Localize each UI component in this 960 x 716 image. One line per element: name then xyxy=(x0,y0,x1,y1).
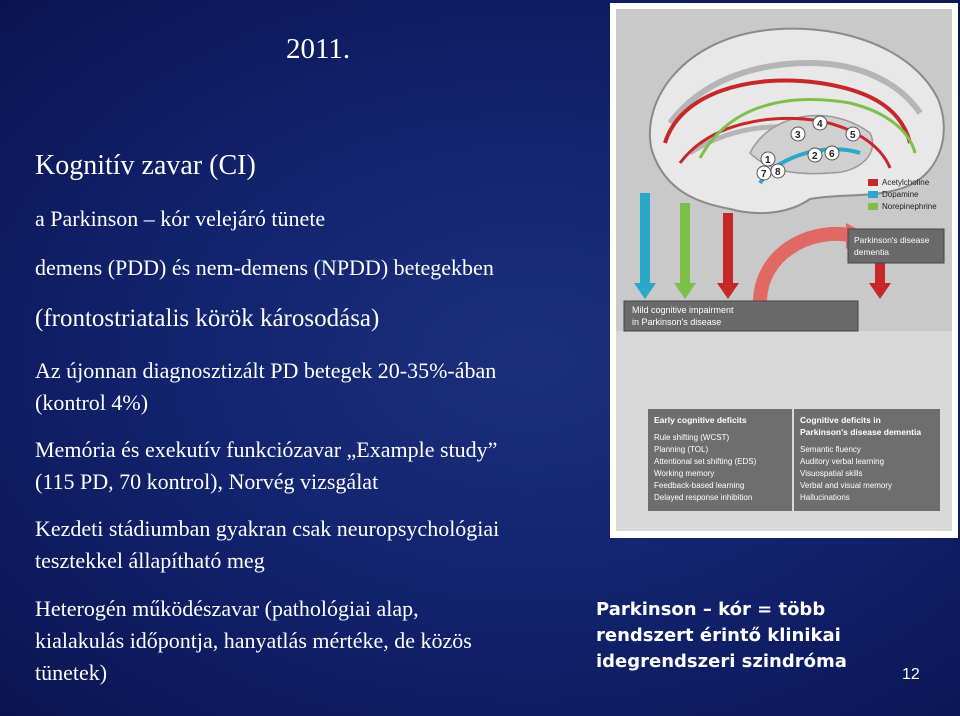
region-number: 1 xyxy=(765,155,771,166)
late-deficit-item: Verbal and visual memory xyxy=(800,481,893,490)
slide-title: Kognitív zavar (CI) xyxy=(35,150,256,181)
early-deficit-item: Planning (TOL) xyxy=(654,445,709,454)
late-deficit-item: Auditory verbal learning xyxy=(800,457,885,466)
early-deficit-item: Feedback-based learning xyxy=(654,481,745,490)
legend-label: Norepinephrine xyxy=(882,202,937,211)
year-label: 2011. xyxy=(286,33,351,65)
body-line: Kezdeti stádiumban gyakran csak neuropsychológiai xyxy=(35,516,500,541)
body-line: tesztekkel állapítható meg xyxy=(35,548,265,573)
legend-swatch xyxy=(868,191,878,198)
mci-box-line: in Parkinson's disease xyxy=(632,317,722,327)
subtitle-line: a Parkinson – kór velejáró tünete xyxy=(35,206,326,231)
body-line: kialakulás időpontja, hanyatlás mértéke, de közös xyxy=(35,628,472,653)
body-line: demens (PDD) és nem-demens (NPDD) betegekben xyxy=(35,255,494,280)
late-deficit-item: Semantic fluency xyxy=(800,445,861,454)
pdd-box-line: dementia xyxy=(854,247,889,257)
region-number: 5 xyxy=(850,130,856,141)
region-number: 8 xyxy=(775,167,781,178)
mci-box-line: Mild cognitive impairment xyxy=(632,305,734,315)
legend-swatch xyxy=(868,179,878,186)
sidenote-line: rendszert érintő klinikai xyxy=(596,625,841,646)
brain-pathway-figure xyxy=(610,3,958,538)
early-deficit-item: Delayed response inhibition xyxy=(654,493,753,502)
body-line: (115 PD, 70 kontrol), Norvég vizsgálat xyxy=(35,469,379,494)
early-deficit-item: Attentional set shifting (EDS) xyxy=(654,457,757,466)
region-number: 7 xyxy=(761,169,767,180)
late-deficit-item: Visuospatial skills xyxy=(800,469,863,478)
region-number: 3 xyxy=(795,130,801,141)
body-line: (frontostriatalis körök károsodása) xyxy=(35,305,380,332)
early-deficit-item: Working memory xyxy=(654,469,715,478)
late-deficits-title: Cognitive deficits in xyxy=(800,415,881,425)
early-deficit-item: Rule shifting (WCST) xyxy=(654,433,730,442)
legend-label: Acetylcholine xyxy=(882,178,930,187)
sidenote-line: Parkinson – kór = több xyxy=(596,599,826,620)
late-deficit-item: Hallucinations xyxy=(800,493,850,502)
legend-label: Dopamine xyxy=(882,190,919,199)
late-deficits-title: Parkinson's disease dementia xyxy=(800,427,922,437)
sidenote-line: idegrendszeri szindróma xyxy=(596,651,847,672)
figure-canvas xyxy=(610,3,958,538)
legend-swatch xyxy=(868,203,878,210)
body-line: Heterogén működészavar (pathológiai alap, xyxy=(35,596,419,621)
region-number: 4 xyxy=(817,119,823,130)
body-line: Memória és exekutív funkciózavar „Example study” xyxy=(35,437,498,462)
body-line: tünetek) xyxy=(35,660,108,685)
early-deficits-title: Early cognitive deficits xyxy=(654,415,747,425)
region-number: 2 xyxy=(812,151,818,162)
pdd-box-line: Parkinson's disease xyxy=(854,235,930,245)
body-line: (kontrol 4%) xyxy=(35,390,149,415)
page-number: 12 xyxy=(902,666,920,683)
region-number: 6 xyxy=(829,149,835,160)
sidenote xyxy=(596,597,847,675)
body-line: Az újonnan diagnosztizált PD betegek 20-35%-ában xyxy=(35,358,497,383)
